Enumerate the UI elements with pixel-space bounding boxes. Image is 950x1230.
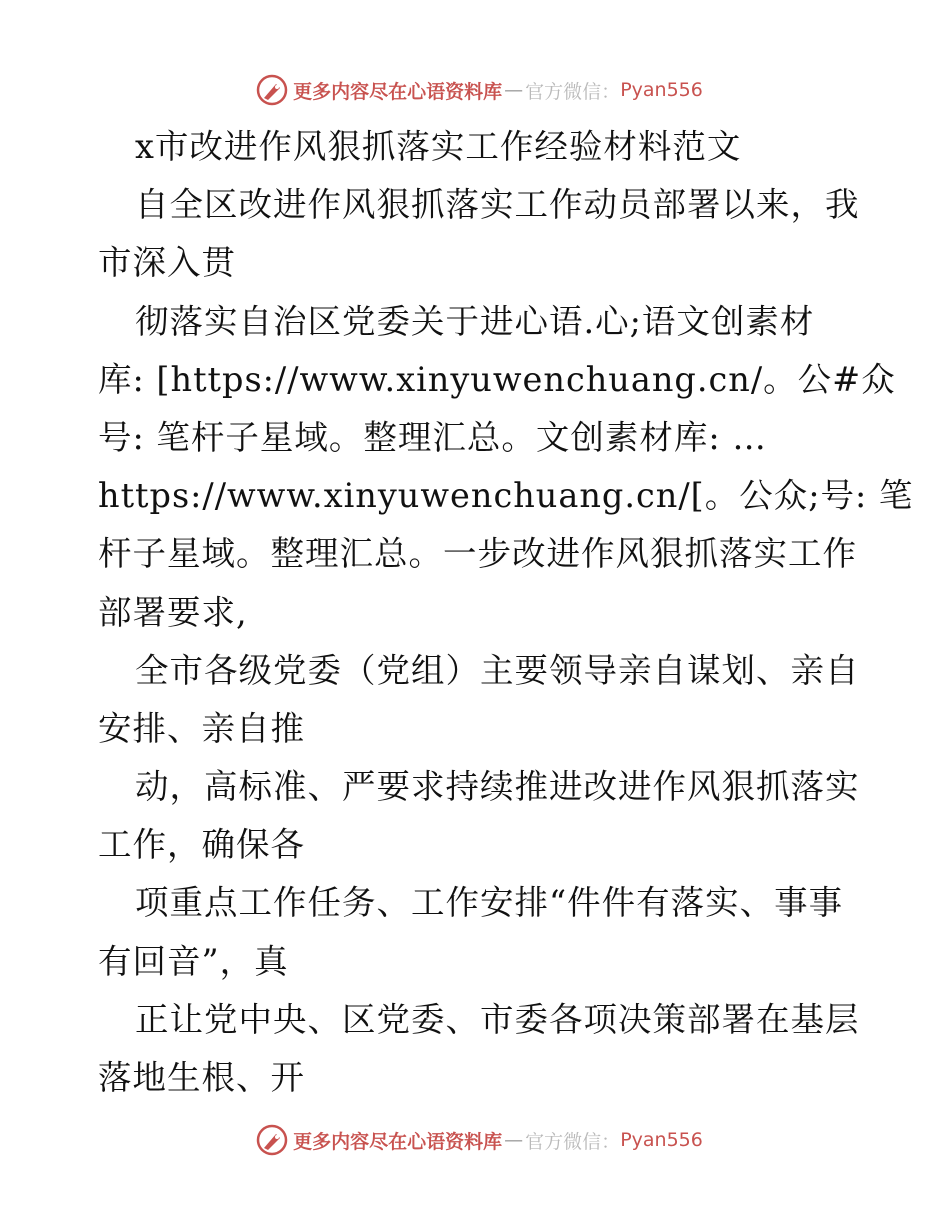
header-watermark [0,70,950,110]
watermark-wechat-id: Pyan556 [620,79,703,101]
footer-watermark [0,1120,950,1160]
text-line: 正让党中央、区党委、市委各项决策部署在基层 [135,999,860,1039]
text-line: 库: [https://www.xinyuwenchuang.cn/。公#众 [98,359,896,399]
text-line: 安排、亲自推 [98,708,305,748]
watermark-brand: 更多内容尽在心语资料库 [293,1130,503,1153]
text-line: 杆子星域。整理汇总。一步改进作风狠抓落实工作 [98,534,857,574]
watermark-separator: — [504,1129,524,1151]
watermark-separator: — [504,79,524,101]
text-line: 号: 笔杆子星域。整理汇总。文创素材库: … [98,417,767,457]
text-line: 项重点工作任务、工作安排“件件有落实、事事 [135,883,844,923]
watermark-label: 官方微信： [525,1130,621,1153]
watermark-wechat-id: Pyan556 [620,1129,703,1151]
text-line: 工作，确保各 [98,825,305,865]
watermark-label: 官方微信： [525,80,621,103]
text-line: 部署要求, [98,592,248,632]
text-line: 落地生根、开 [98,1058,305,1097]
text-line: 有回音”，真 [98,941,289,981]
pen-nib-logo-icon [255,73,289,107]
watermark-brand: 更多内容尽在心语资料库 [293,80,503,103]
pen-nib-logo-icon [255,1123,289,1157]
text-line: 动，高标准、严要求持续推进改进作风狠抓落实 [135,767,860,807]
document-title: x市改进作风狠抓落实工作经验材料范文 [135,127,742,166]
text-line: 彻落实自治区党委关于进心语.心;语文创素材 [135,301,815,341]
text-line: 全市各级党委（党组）主要领导亲自谋划、亲自 [135,650,860,690]
text-line: 市深入贯 [98,243,236,283]
text-line: https://www.xinyuwenchuang.cn/[。公众;号: 笔 [98,476,914,516]
document-body [98,118,914,1107]
text-line: 自全区改进作风狠抓落实工作动员部署以来，我 [135,185,860,225]
